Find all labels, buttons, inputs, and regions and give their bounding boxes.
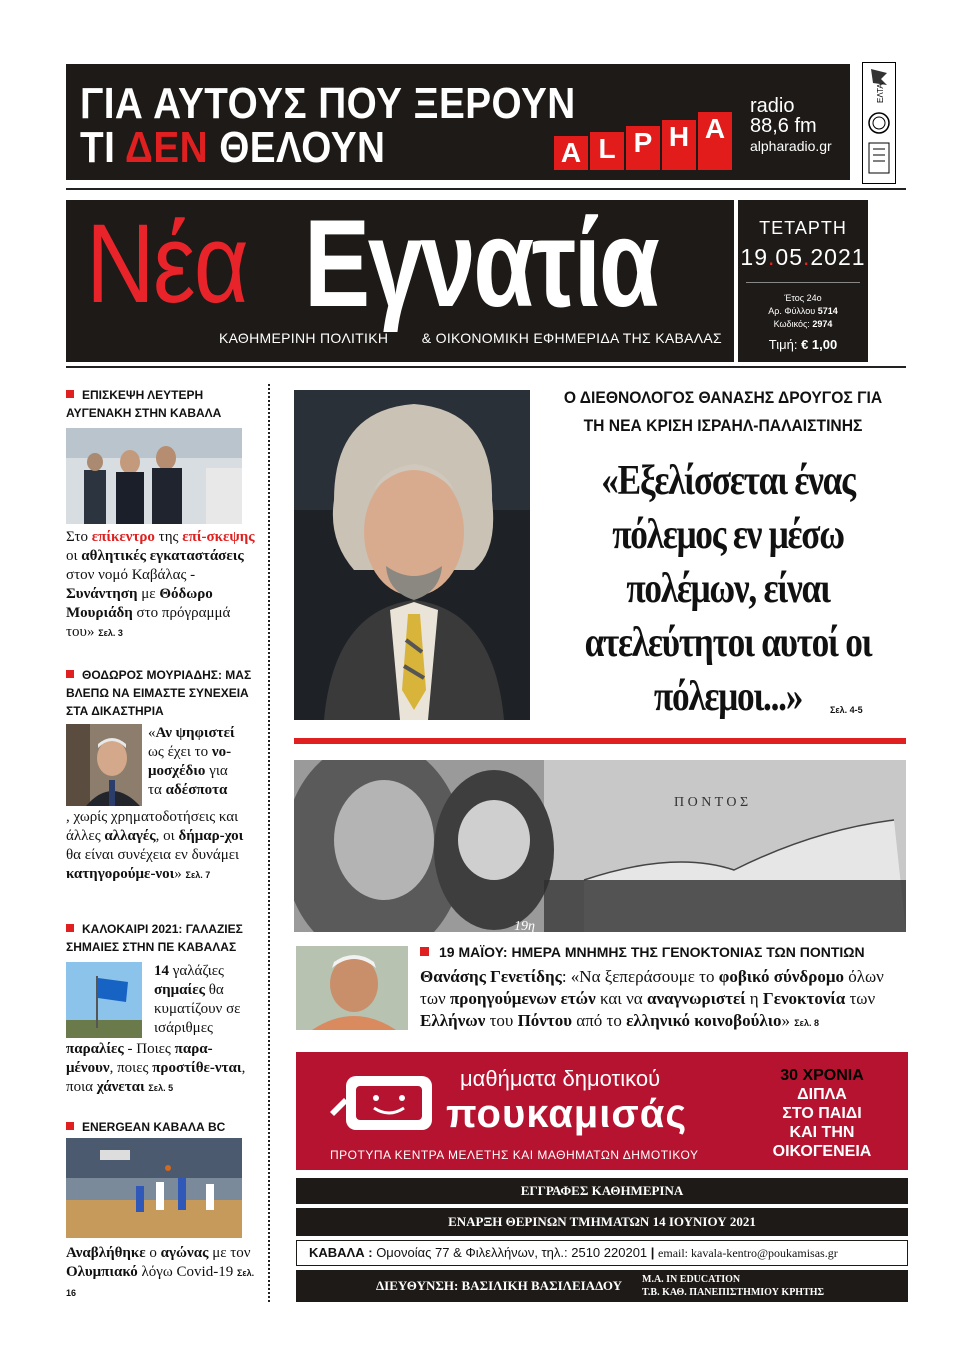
- officials-photo-icon: [66, 428, 242, 524]
- speaker-portrait-icon: [296, 946, 408, 1030]
- elta-icon: [863, 63, 895, 183]
- blue-flag-icon: [66, 962, 142, 1038]
- issue-date: 19.05.2021: [740, 244, 866, 270]
- issue-day: ΤΕΤΑΡΤΗ: [759, 218, 847, 238]
- director-bar: ΔΙΕΥΘΥΝΣΗ: ΒΑΣΙΛΙΚΗ ΒΑΣΙΛΕΙΑΔΟΥ Μ.Α. IN EDUCATION Τ.Β. ΚΑΘ. ΠΑΝΕΠΙΣΤΗΜΙΟΥ ΚΡΗΤΗΣ: [296, 1270, 908, 1302]
- edu-subtitle: ΠΡΟΤΥΠΑ ΚΕΝΤΡΑ ΜΕΛΕΤΗΣ ΚΑΙ ΜΑΘΗΜΑΤΩΝ ΔΗΜΟΤΙΚΟΥ: [330, 1148, 699, 1162]
- svg-text:ΕΛΤΑ: ΕΛΤΑ: [876, 83, 885, 103]
- story1-photo[interactable]: [66, 428, 242, 524]
- story1-headline[interactable]: ΕΠΙΣΚΕΨΗ ΛΕΥΤΕΡΗ ΑΥΓΕΝΑΚΗ ΣΤΗΝ ΚΑΒΑΛΑ: [66, 388, 222, 420]
- story4-text: Αναβλήθηκε ο αγώνας με τον Ολυμπιακό λόγω Covid-19 Σελ. 16: [66, 1245, 255, 1298]
- story1-text: Στο επίκεντρο της επί-σκεψης οι αθλητικές εγκαταστάσεις στον νομό Καβάλας - Συνάντηση με Θόδωρο Μουριάδη στο πρόγραμμά του» Σελ. 3: [66, 529, 255, 640]
- alpha-radio-ad[interactable]: [66, 64, 850, 180]
- masthead-tagline: ΚΑΘΗΜΕΡΙΝΗ ΠΟΛΙΤΙΚΗ & ΟΙΚΟΝΟΜΙΚΗ ΕΦΗΜΕΡΙΔΑ ΤΗΣ ΚΑΒΑΛΑΣ: [218, 330, 722, 346]
- postage-stamp: [862, 62, 896, 184]
- pontos-headline[interactable]: 19 ΜΑΪΟΥ: ΗΜΕΡΑ ΜΝΗΜΗΣ ΤΗΣ ΓΕΝΟΚΤΟΝΙΑΣ ΤΩΝ ΠΟΝΤΙΩΝ: [420, 944, 865, 960]
- poukamisas-logo-icon: [326, 1072, 436, 1142]
- main-page-ref: Σελ. 4-5: [830, 705, 863, 715]
- address-bar: ΚΑΒΑΛΑ : Ομονοίας 77 & Φιλελλήνων, τηλ.: 2510 220201 | email: kavala-kentro@poukamisas.gr: [296, 1240, 908, 1266]
- ad-slogan-line1: ΓΙΑ ΑΥΤΟΥΣ ΠΟΥ ΞΕΡΟΥΝ: [80, 79, 576, 128]
- edu-line1: μαθήματα δημοτικού: [460, 1066, 661, 1091]
- pontos-portrait[interactable]: [296, 946, 408, 1030]
- brand-egnatia: Εγνατία: [304, 200, 658, 333]
- story3-photo[interactable]: [66, 962, 142, 1038]
- svg-text:Π Ο Ν Τ Ο Σ: Π Ο Ν Τ Ο Σ: [674, 795, 749, 810]
- pontos-photo[interactable]: [294, 760, 906, 932]
- column-separator: [268, 384, 270, 1304]
- brand-nea: Νέα: [86, 201, 248, 326]
- masthead[interactable]: [66, 200, 734, 362]
- story2-text-top: «Αν ψηφιστεί ως έχει το νο-μοσχέδιο για τα αδέσποτα: [148, 725, 235, 798]
- issue-meta: Έτος 24ο Αρ. Φύλλου 5714 Κωδικός: 2974: [768, 293, 838, 329]
- edu-brand: πουκαμισάς: [446, 1092, 688, 1136]
- alpha-logo: A L P H A: [554, 118, 734, 170]
- story3-headline[interactable]: ΚΑΛΟΚΑΙΡΙ 2021: ΓΑΛΑΖΙΕΣ ΣΗΜΑΙΕΣ ΣΤΗΝ ΠΕ ΚΑΒΑΛΑΣ: [66, 922, 243, 954]
- basketball-photo-icon: [66, 1138, 242, 1238]
- radio-info: radio 88,6 fm alpharadio.gr: [750, 95, 832, 154]
- price: Τιμή: € 1,00: [768, 337, 838, 352]
- story3-text: παραλίες - Ποιες παρα-μένουν, ποιες προστίθε-νται, ποια χάνεται Σελ. 5: [66, 1041, 246, 1095]
- svg-text:19η: 19η: [514, 919, 535, 932]
- portrait-icon: [66, 724, 142, 806]
- poukamisas-ad[interactable]: [296, 1052, 908, 1170]
- summer-classes-bar: ΕΝΑΡΞΗ ΘΕΡΙΝΩΝ ΤΜΗΜΑΤΩΝ 14 ΙΟΥΝΙΟΥ 2021: [296, 1208, 908, 1236]
- main-headline-quote[interactable]: «Εξελίσσεται ένας πόλεμος εν μέσω πολέμων, είναι ατελεύτητοι αυτοί οι πόλεμοι...»: [584, 458, 872, 720]
- genocide-memorial-photo-icon: [294, 760, 906, 932]
- story4-photo[interactable]: [66, 1138, 242, 1238]
- registrations-bar: ΕΓΓΡΑΦΕΣ ΚΑΘΗΜΕΡΙΝΑ: [296, 1178, 908, 1204]
- divider: [66, 366, 906, 368]
- divider: [66, 188, 906, 190]
- story2-text: , χωρίς χρηματοδοτήσεις και άλλες αλλαγές, οι δήμαρ-χοι θα είναι συνέχεια εν δυνάμει κατηγορούμε-νοι» Σελ. 7: [66, 809, 244, 882]
- main-kicker[interactable]: Ο ΔΙΕΘΝΟΛΟΓΟΣ ΘΑΝΑΣΗΣ ΔΡΟΥΓΟΣ ΓΙΑ ΤΗ ΝΕΑ ΚΡΙΣΗ ΙΣΡΑΗΛ-ΠΑΛΑΙΣΤΙΝΗΣ: [563, 388, 883, 435]
- analyst-portrait-icon: [294, 390, 530, 720]
- edu-slogan: 30 ΧΡΟΝΙΑ ΔΙΠΛΑ ΣΤΟ ΠΑΙΔΙ ΚΑΙ ΤΗΝ ΟΙΚΟΓΕΝΕΙΑ: [772, 1067, 872, 1160]
- issue-info: [738, 200, 868, 362]
- ad-slogan-line2: ΤΙ ΔΕΝ ΘΕΛΟΥΝ: [80, 123, 386, 172]
- red-divider: [294, 738, 906, 744]
- pontos-text: Θανάσης Γενετίδης: «Να ξεπεράσουμε το φοβικό σύνδρομο όλων των προηγούμενων ετών και να αναγνωριστεί η Γενοκτονία των Ελλήνων του Πόντου από το ελληνικό κοινοβούλιο» Σελ. 8: [420, 967, 884, 1030]
- main-story-photo[interactable]: [294, 390, 530, 720]
- story3-text-top: 14 γαλάζιες σημαίες θα κυματίζουν σε ισάριθμες: [154, 963, 241, 1036]
- story2-photo[interactable]: [66, 724, 142, 806]
- story2-headline[interactable]: ΘΟΔΩΡΟΣ ΜΟΥΡΙΑΔΗΣ: ΜΑΣ ΒΛΕΠΩ ΝΑ ΕΙΜΑΣΤΕ ΣΥΝΕΧΕΙΑ ΣΤΑ ΔΙΚΑΣΤΗΡΙΑ: [66, 668, 252, 718]
- story4-headline[interactable]: ENERGEAN ΚΑΒΑΛΑ BC: [66, 1118, 256, 1136]
